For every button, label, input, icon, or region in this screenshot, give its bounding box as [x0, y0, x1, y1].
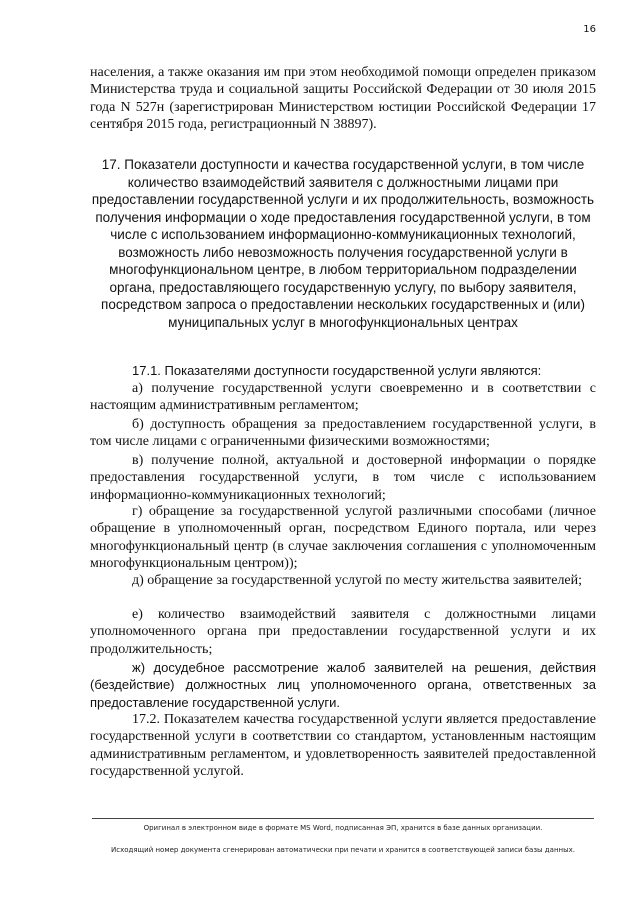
paragraph-17-1: 17.1. Показателями доступности государственной услуги являются:: [132, 363, 542, 378]
section-heading: 17. Показатели доступности и качества государственной услуги, в том числе количество взаимодействий заявителя с должностными лицами при предоставлении государственной услуги и их продолжительность, возможность получения информации о ходе предоставления государственной услуги, в том числе с использованием информационно-коммуникационных технологий, возможность либо невозможность получения государственной услуги в многофункциональном центре, в любом территориальном подразделении органа, предоставляющего государственную услугу, по выбору заявителя, посредством запроса о предоставлении нескольких государственных и (или) муниципальных услуг в многофункциональных центрах: [91, 157, 595, 330]
list-item-zh: ж) досудебное рассмотрение жалоб заявителей на решения, действия (бездействие) должностных лиц уполномоченного органа, ответственных за предоставление государственной услуги.: [90, 660, 596, 710]
intro-paragraph: населения, а также оказания им при этом необходимой помощи определен приказом Министерства труда и социальной защиты Российской Федерации от 30 июля 2015 года N 527н (зарегистрирован Министерством юстиции Российской Федерации 17 сентября 2015 года, регистрационный N 38897).: [90, 65, 596, 133]
list-item-g: г) обращение за государственной услугой различными способами (личное обращение в уполномоченный орган, посредством Единого портала, или через многофункциональный центр (в случае заключения соглашения с уполномоченным многофункциональным центром));: [90, 504, 596, 572]
page-number: 16: [583, 24, 596, 35]
footer-note-original: Оригинал в электронном виде в формате MS Word, подписанная ЭП, хранится в базе данных организации.: [143, 824, 543, 832]
list-item-b: б) доступность обращения за предоставлением государственной услуги, в том числе лицами с ограниченными физическими возможностями;: [90, 417, 596, 450]
footer-note-number: Исходящий номер документа сгенерирован автоматически при печати и хранится в соответствующей записи базы данных.: [111, 846, 575, 854]
list-item-e: е) количество взаимодействий заявителя с должностными лицами уполномоченного органа при предоставлении государственной услуги и их продолжительность;: [90, 607, 596, 657]
list-item-d: д) обращение за государственной услугой по месту жительства заявителей;: [132, 573, 583, 588]
footer-divider: [92, 818, 594, 819]
list-item-a: а) получение государственной услуги своевременно и в соответствии с настоящим административным регламентом;: [90, 381, 596, 414]
paragraph-17-2: 17.2. Показателем качества государственной услуги является предоставление государственной услуги в соответствии со стандартом, установленным настоящим административным регламентом, и удовлетворенность заявителей предоставленной государственной услугой.: [90, 712, 596, 780]
list-item-v: в) получение полной, актуальной и достоверной информации о порядке предоставления государственной услуги, в том числе с использованием информационно-коммуникационных технологий;: [90, 453, 596, 503]
